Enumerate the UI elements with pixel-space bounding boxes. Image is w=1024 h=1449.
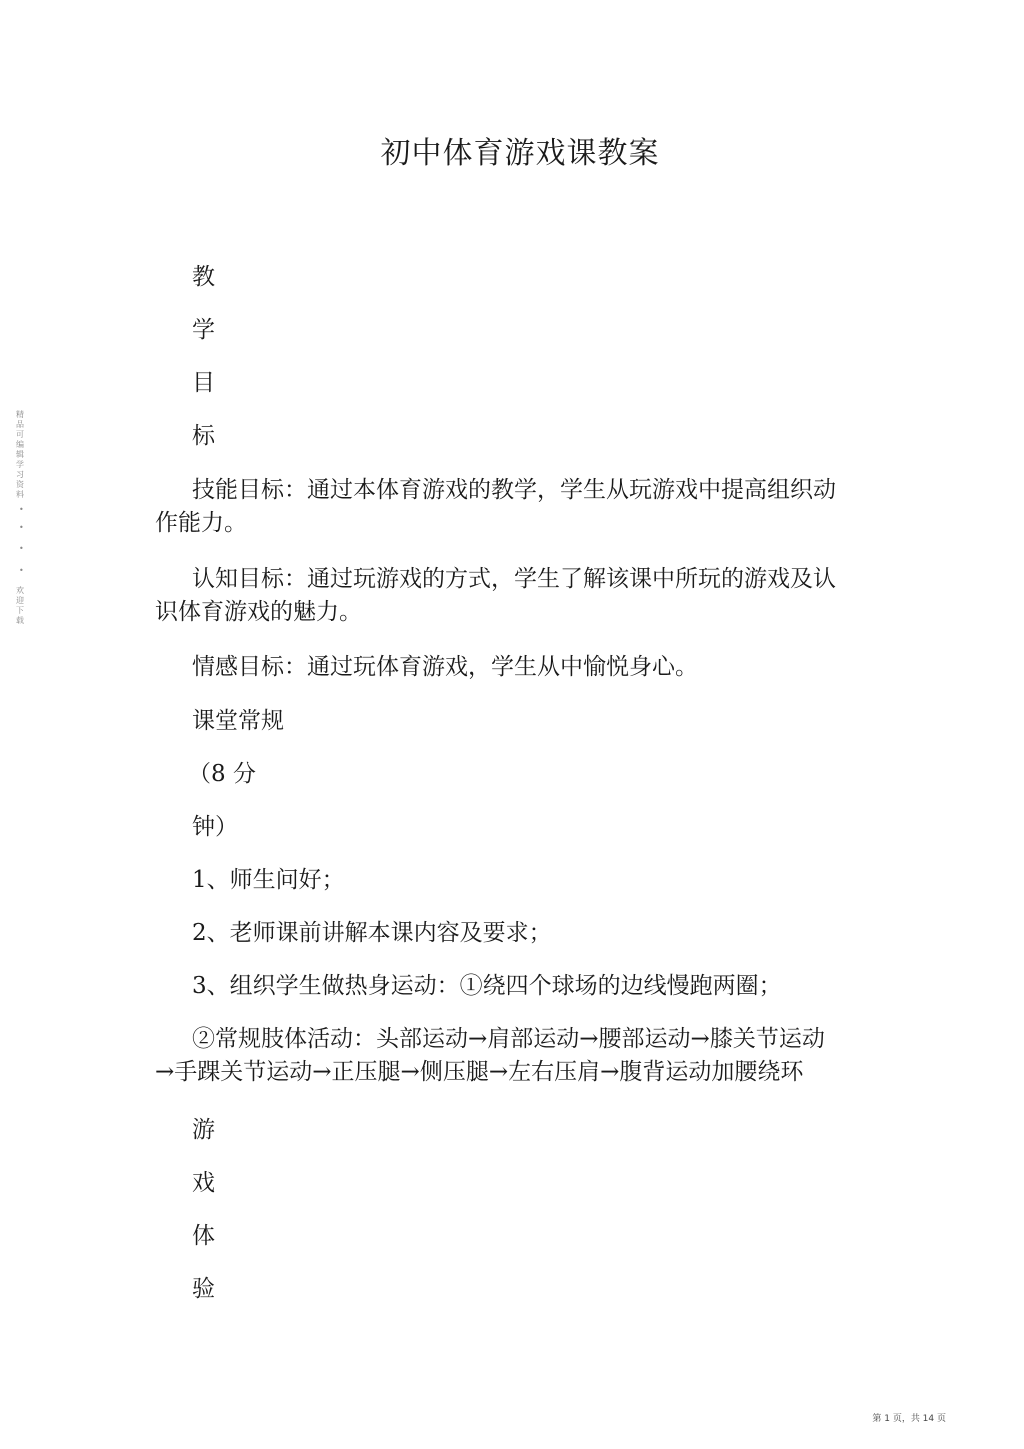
side-note-top: 精品可编辑学习资料 <box>16 410 24 499</box>
routine-duration-line-1: （8 分 <box>188 761 256 787</box>
objectives-heading-char-4: 标 <box>192 423 215 449</box>
routine-activity-line-2: →手踝关节运动→正压腿→侧压腿→左右压肩→腹背运动加腰绕环 <box>155 1059 804 1085</box>
document-title: 初中体育游戏课教案 <box>380 136 660 171</box>
objectives-heading-char-2: 学 <box>192 317 215 343</box>
side-dot-3: • <box>19 544 24 553</box>
routine-activity-line-1: ②常规肢体活动：头部运动→肩部运动→腰部运动→膝关节运动 <box>192 1026 825 1052</box>
skill-objective-line-2: 作能力。 <box>155 510 247 536</box>
emotional-objective: 情感目标：通过玩体育游戏，学生从中愉悦身心。 <box>192 654 698 680</box>
game-heading-char-1: 游 <box>192 1117 215 1143</box>
routine-heading: 课堂常规 <box>192 708 284 734</box>
game-heading-char-3: 体 <box>192 1223 215 1249</box>
objectives-heading-char-3: 目 <box>192 370 215 396</box>
routine-activity <box>155 1023 835 1089</box>
cognitive-objective-line-1: 认知目标：通过玩游戏的方式，学生了解该课中所玩的游戏及认 <box>192 566 836 592</box>
routine-step-3: 3、组织学生做热身运动：①绕四个球场的边线慢跑两圈； <box>192 973 782 999</box>
side-dot-4: • <box>19 566 24 575</box>
routine-step-1: 1、师生问好； <box>192 867 345 893</box>
game-heading-char-2: 戏 <box>192 1170 215 1196</box>
skill-objective-line-1: 技能目标：通过本体育游戏的教学，学生从玩游戏中提高组织动 <box>192 477 836 503</box>
side-dot-2: • <box>19 523 24 532</box>
routine-duration-line-2: 钟） <box>192 814 238 840</box>
cognitive-objective <box>155 563 835 629</box>
skill-objective <box>155 474 835 540</box>
page-number: 第 1 页，共 14 页 <box>872 1414 946 1424</box>
side-dot-1: • <box>19 505 24 514</box>
game-heading-char-4: 验 <box>192 1276 215 1302</box>
objectives-heading-char-1: 教 <box>192 264 215 290</box>
routine-step-2: 2、老师课前讲解本课内容及要求； <box>192 920 552 946</box>
cognitive-objective-line-2: 识体育游戏的魅力。 <box>155 599 362 625</box>
side-note-bottom: 欢迎下载 <box>16 586 24 625</box>
